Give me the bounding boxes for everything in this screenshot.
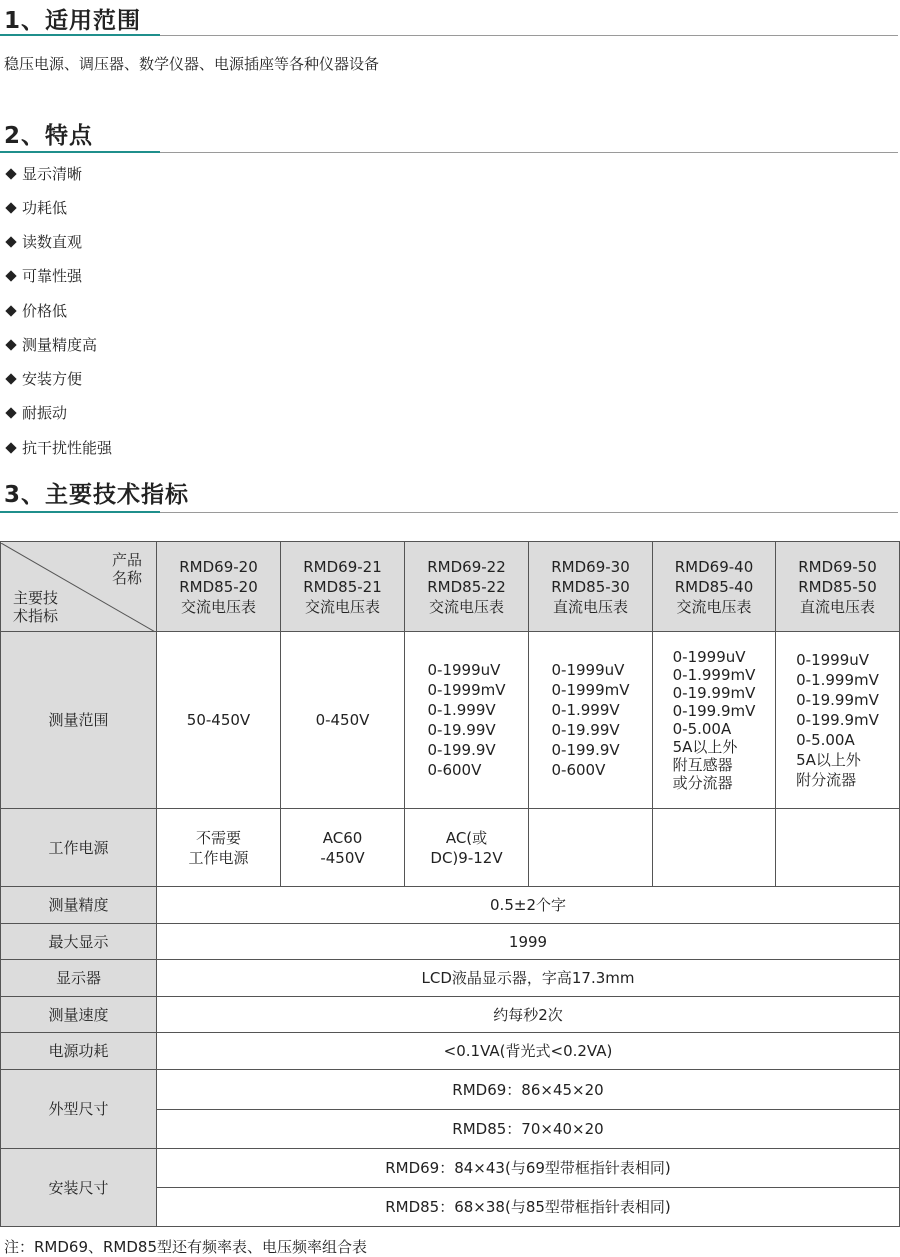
consumption-value: <0.1VA(背光式<0.2VA) — [157, 1033, 900, 1070]
power-cell: AC60 -450V — [281, 809, 405, 887]
corner-header-cell — [1, 542, 157, 632]
row-label-max-display: 最大显示 — [1, 924, 157, 960]
row-label-range: 测量范围 — [1, 632, 157, 809]
column-header-rmd-21: RMD69-21 RMD85-21 交流电压表 — [281, 542, 405, 632]
table-row-power — [1, 809, 900, 887]
column-header-rmd-50: RMD69-50 RMD85-50 直流电压表 — [776, 542, 900, 632]
application-text: 稳压电源、调压器、数学仪器、电源插座等各种仪器设备 — [4, 55, 380, 73]
diamond-bullet-icon — [5, 305, 16, 316]
table-row-mount — [1, 1149, 900, 1188]
diamond-bullet-icon — [5, 407, 16, 418]
range-cell: 50-450V — [157, 632, 281, 809]
mount-value: RMD85：68×38(与85型带框指针表相同) — [157, 1188, 900, 1227]
table-row-size — [1, 1070, 900, 1110]
column-header-rmd-30: RMD69-30 RMD85-30 直流电压表 — [529, 542, 653, 632]
speed-value: 约每秒2次 — [157, 997, 900, 1033]
corner-product-label: 产品 名称 — [111, 550, 142, 587]
section-title-features: 2、特点 — [4, 123, 94, 149]
footnote: 注：RMD69、RMD85型还有频率表、电压频率组合表 — [4, 1238, 368, 1256]
display-value: LCD液晶显示器，字高17.3mm — [157, 960, 900, 997]
range-cell: 0-1999uV 0-1999mV 0-1.999V 0-19.99V 0-199.9V 0-600V — [529, 632, 653, 809]
spec-table — [0, 541, 900, 1227]
feature-item: 价格低 — [6, 301, 67, 321]
section-title-specs: 3、主要技术指标 — [4, 482, 190, 508]
row-label-mount: 安装尺寸 — [1, 1149, 157, 1227]
table-row-speed — [1, 997, 900, 1033]
feature-item: 读数直观 — [6, 232, 82, 252]
column-header-rmd-40: RMD69-40 RMD85-40 交流电压表 — [653, 542, 776, 632]
row-label-power: 工作电源 — [1, 809, 157, 887]
range-cell: 0-1999uV 0-1.999mV 0-19.99mV 0-199.9mV 0-5.00A 5A以上外 附分流器 — [776, 632, 900, 809]
table-row-consumption — [1, 1033, 900, 1070]
power-cell: 不需要 工作电源 — [157, 809, 281, 887]
diamond-bullet-icon — [5, 202, 16, 213]
row-label-display: 显示器 — [1, 960, 157, 997]
feature-item: 安装方便 — [6, 369, 82, 389]
section-accent-line — [0, 511, 160, 513]
section-accent-line — [0, 34, 160, 36]
feature-item: 抗干扰性能强 — [6, 438, 112, 458]
range-cell: 0-1999uV 0-1.999mV 0-19.99mV 0-199.9mV 0-5.00A 5A以上外 附互感器 或分流器 — [653, 632, 776, 809]
section-accent-line — [0, 151, 160, 153]
feature-item: 可靠性强 — [6, 266, 82, 286]
diamond-bullet-icon — [5, 373, 16, 384]
table-row-range — [1, 632, 900, 809]
diamond-bullet-icon — [5, 236, 16, 247]
column-header-rmd-20: RMD69-20 RMD85-20 交流电压表 — [157, 542, 281, 632]
range-cell: 0-450V — [281, 632, 405, 809]
power-cell — [529, 809, 653, 887]
diamond-bullet-icon — [5, 339, 16, 350]
feature-item: 测量精度高 — [6, 335, 97, 355]
diamond-bullet-icon — [5, 270, 16, 281]
size-value: RMD69：86×45×20 — [157, 1070, 900, 1110]
feature-item: 功耗低 — [6, 198, 67, 218]
feature-item: 耐振动 — [6, 403, 67, 423]
corner-spec-label: 主要技 术指标 — [13, 588, 59, 625]
power-cell: AC(或 DC)9-12V — [405, 809, 529, 887]
power-cell — [653, 809, 776, 887]
row-label-accuracy: 测量精度 — [1, 887, 157, 924]
diamond-bullet-icon — [5, 168, 16, 179]
accuracy-value: 0.5±2个字 — [157, 887, 900, 924]
range-cell: 0-1999uV 0-1999mV 0-1.999V 0-19.99V 0-199.9V 0-600V — [405, 632, 529, 809]
row-label-speed: 测量速度 — [1, 997, 157, 1033]
feature-item: 显示清晰 — [6, 164, 82, 184]
row-label-size: 外型尺寸 — [1, 1070, 157, 1149]
table-header-row — [1, 542, 900, 632]
mount-value: RMD69：84×43(与69型带框指针表相同) — [157, 1149, 900, 1188]
diamond-bullet-icon — [5, 442, 16, 453]
max-display-value: 1999 — [157, 924, 900, 960]
row-label-consumption: 电源功耗 — [1, 1033, 157, 1070]
table-row-accuracy — [1, 887, 900, 924]
power-cell — [776, 809, 900, 887]
size-value: RMD85：70×40×20 — [157, 1110, 900, 1149]
column-header-rmd-22: RMD69-22 RMD85-22 交流电压表 — [405, 542, 529, 632]
section-title-scope: 1、适用范围 — [4, 8, 142, 34]
table-row-max-display — [1, 924, 900, 960]
table-row-display — [1, 960, 900, 997]
